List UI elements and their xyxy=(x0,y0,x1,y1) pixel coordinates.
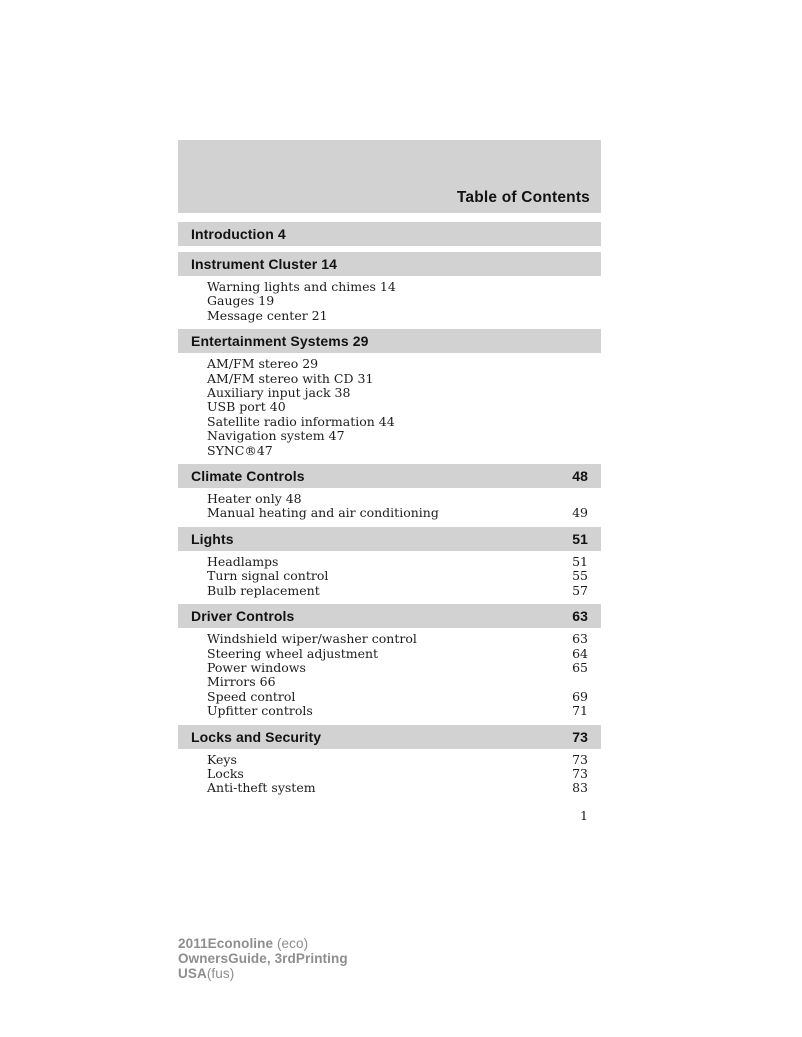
toc-item-label: Upfitter controls xyxy=(207,703,313,719)
toc-section xyxy=(178,604,601,718)
toc-item xyxy=(207,555,588,569)
toc-item-page-number: 51 xyxy=(572,553,588,569)
toc-item-label: Message center 21 xyxy=(207,307,328,323)
toc-item xyxy=(207,753,588,767)
toc-item xyxy=(207,675,588,689)
toc-item-label: Bulb replacement xyxy=(207,582,320,598)
section-title: Introduction 4 xyxy=(191,226,286,242)
toc-item xyxy=(207,309,588,323)
section-title: Driver Controls xyxy=(191,608,295,625)
section-item-list xyxy=(178,357,601,458)
section-page-number: 63 xyxy=(572,608,588,625)
section-title: Entertainment Systems 29 xyxy=(191,333,369,350)
toc-item xyxy=(207,372,588,386)
toc-section xyxy=(178,252,601,323)
toc-item-label: Heater only 48 xyxy=(207,491,302,507)
toc-section xyxy=(178,725,601,796)
toc-item xyxy=(207,357,588,371)
imprint-line xyxy=(178,951,348,966)
toc-item-label: Auxiliary input jack 38 xyxy=(207,385,351,401)
toc-item-page-number: 83 xyxy=(572,780,588,796)
toc-item-label: Steering wheel adjustment xyxy=(207,645,379,661)
toc-item xyxy=(207,444,588,458)
toc-item xyxy=(207,506,588,520)
toc-item xyxy=(207,294,588,308)
section-header-bar xyxy=(178,604,601,628)
toc-item xyxy=(207,704,588,718)
publication-imprint xyxy=(178,936,348,981)
toc-item-label: Anti-theft system xyxy=(207,780,316,796)
section-item-list xyxy=(178,555,601,598)
imprint-line xyxy=(178,936,348,951)
toc-item-label: Keys xyxy=(207,751,237,767)
toc-section xyxy=(178,222,601,246)
document-page xyxy=(178,140,601,823)
imprint-region: USA xyxy=(178,966,207,981)
toc-item-label: Gauges 19 xyxy=(207,293,275,309)
toc-item-page-number: 73 xyxy=(572,765,588,781)
toc-item-label: Headlamps xyxy=(207,553,279,569)
section-title: Climate Controls xyxy=(191,468,305,485)
toc-item xyxy=(207,400,588,414)
page-number: 1 xyxy=(580,807,588,823)
toc-item xyxy=(207,632,588,646)
toc-item xyxy=(207,767,588,781)
section-item-list xyxy=(178,753,601,796)
toc-sections xyxy=(178,222,601,796)
imprint-guide: OwnersGuide, 3rdPrinting xyxy=(178,951,348,966)
toc-item-page-number: 55 xyxy=(572,568,588,584)
section-header-bar xyxy=(178,464,601,488)
toc-item-page-number: 71 xyxy=(572,703,588,719)
page-title: Table of Contents xyxy=(456,189,590,206)
toc-item xyxy=(207,690,588,704)
toc-item-label: Navigation system 47 xyxy=(207,428,345,444)
section-header-bar xyxy=(178,252,601,276)
toc-item-label: SYNC®47 xyxy=(207,442,273,458)
toc-item-label: Manual heating and air conditioning xyxy=(207,505,439,521)
toc-item-label: USB port 40 xyxy=(207,399,286,415)
section-title: Lights xyxy=(191,530,234,547)
imprint-model-suffix: (eco) xyxy=(273,936,309,951)
toc-item xyxy=(207,647,588,661)
toc-item-label: AM/FM stereo 29 xyxy=(207,356,319,372)
toc-item-label: Satellite radio information 44 xyxy=(207,413,395,429)
toc-item xyxy=(207,781,588,795)
toc-item-page-number: 63 xyxy=(572,631,588,647)
toc-item-label: Speed control xyxy=(207,688,296,704)
toc-item-label: Power windows xyxy=(207,659,306,675)
toc-section xyxy=(178,464,601,521)
toc-item-page-number: 73 xyxy=(572,751,588,767)
section-title: Instrument Cluster 14 xyxy=(191,256,338,272)
toc-item xyxy=(207,661,588,675)
toc-item xyxy=(207,584,588,598)
section-title: Locks and Security xyxy=(191,728,322,745)
section-header-bar xyxy=(178,527,601,551)
section-item-list xyxy=(178,492,601,521)
section-item-list xyxy=(178,280,601,323)
toc-item-label: Warning lights and chimes 14 xyxy=(207,279,396,294)
toc-section xyxy=(178,527,601,598)
toc-item-label: AM/FM stereo with CD 31 xyxy=(207,370,374,386)
section-page-number: 51 xyxy=(572,530,588,547)
toc-item-page-number: 65 xyxy=(572,659,588,675)
toc-item-page-number: 64 xyxy=(572,645,588,661)
section-header-bar xyxy=(178,222,601,246)
toc-item-label: Windshield wiper/washer control xyxy=(207,631,417,647)
toc-item xyxy=(207,429,588,443)
imprint-line xyxy=(178,966,348,981)
toc-item-page-number: 69 xyxy=(572,688,588,704)
toc-item-label: Turn signal control xyxy=(207,568,329,584)
section-page-number: 73 xyxy=(572,728,588,745)
section-header-bar xyxy=(178,725,601,749)
toc-item-page-number: 49 xyxy=(572,505,588,521)
toc-item-page-number: 57 xyxy=(572,582,588,598)
toc-header-block xyxy=(178,140,601,213)
imprint-region-suffix: (fus) xyxy=(206,966,235,981)
toc-item-label: Mirrors 66 xyxy=(207,674,276,690)
toc-item xyxy=(207,280,588,294)
section-header-bar xyxy=(178,329,601,353)
toc-item xyxy=(207,386,588,400)
toc-item xyxy=(207,492,588,506)
imprint-model: 2011Econoline xyxy=(178,936,274,951)
section-page-number: 48 xyxy=(572,468,588,485)
toc-item-label: Locks xyxy=(207,765,244,781)
toc-item xyxy=(207,569,588,583)
toc-item xyxy=(207,415,588,429)
section-item-list xyxy=(178,632,601,718)
toc-section xyxy=(178,329,601,458)
